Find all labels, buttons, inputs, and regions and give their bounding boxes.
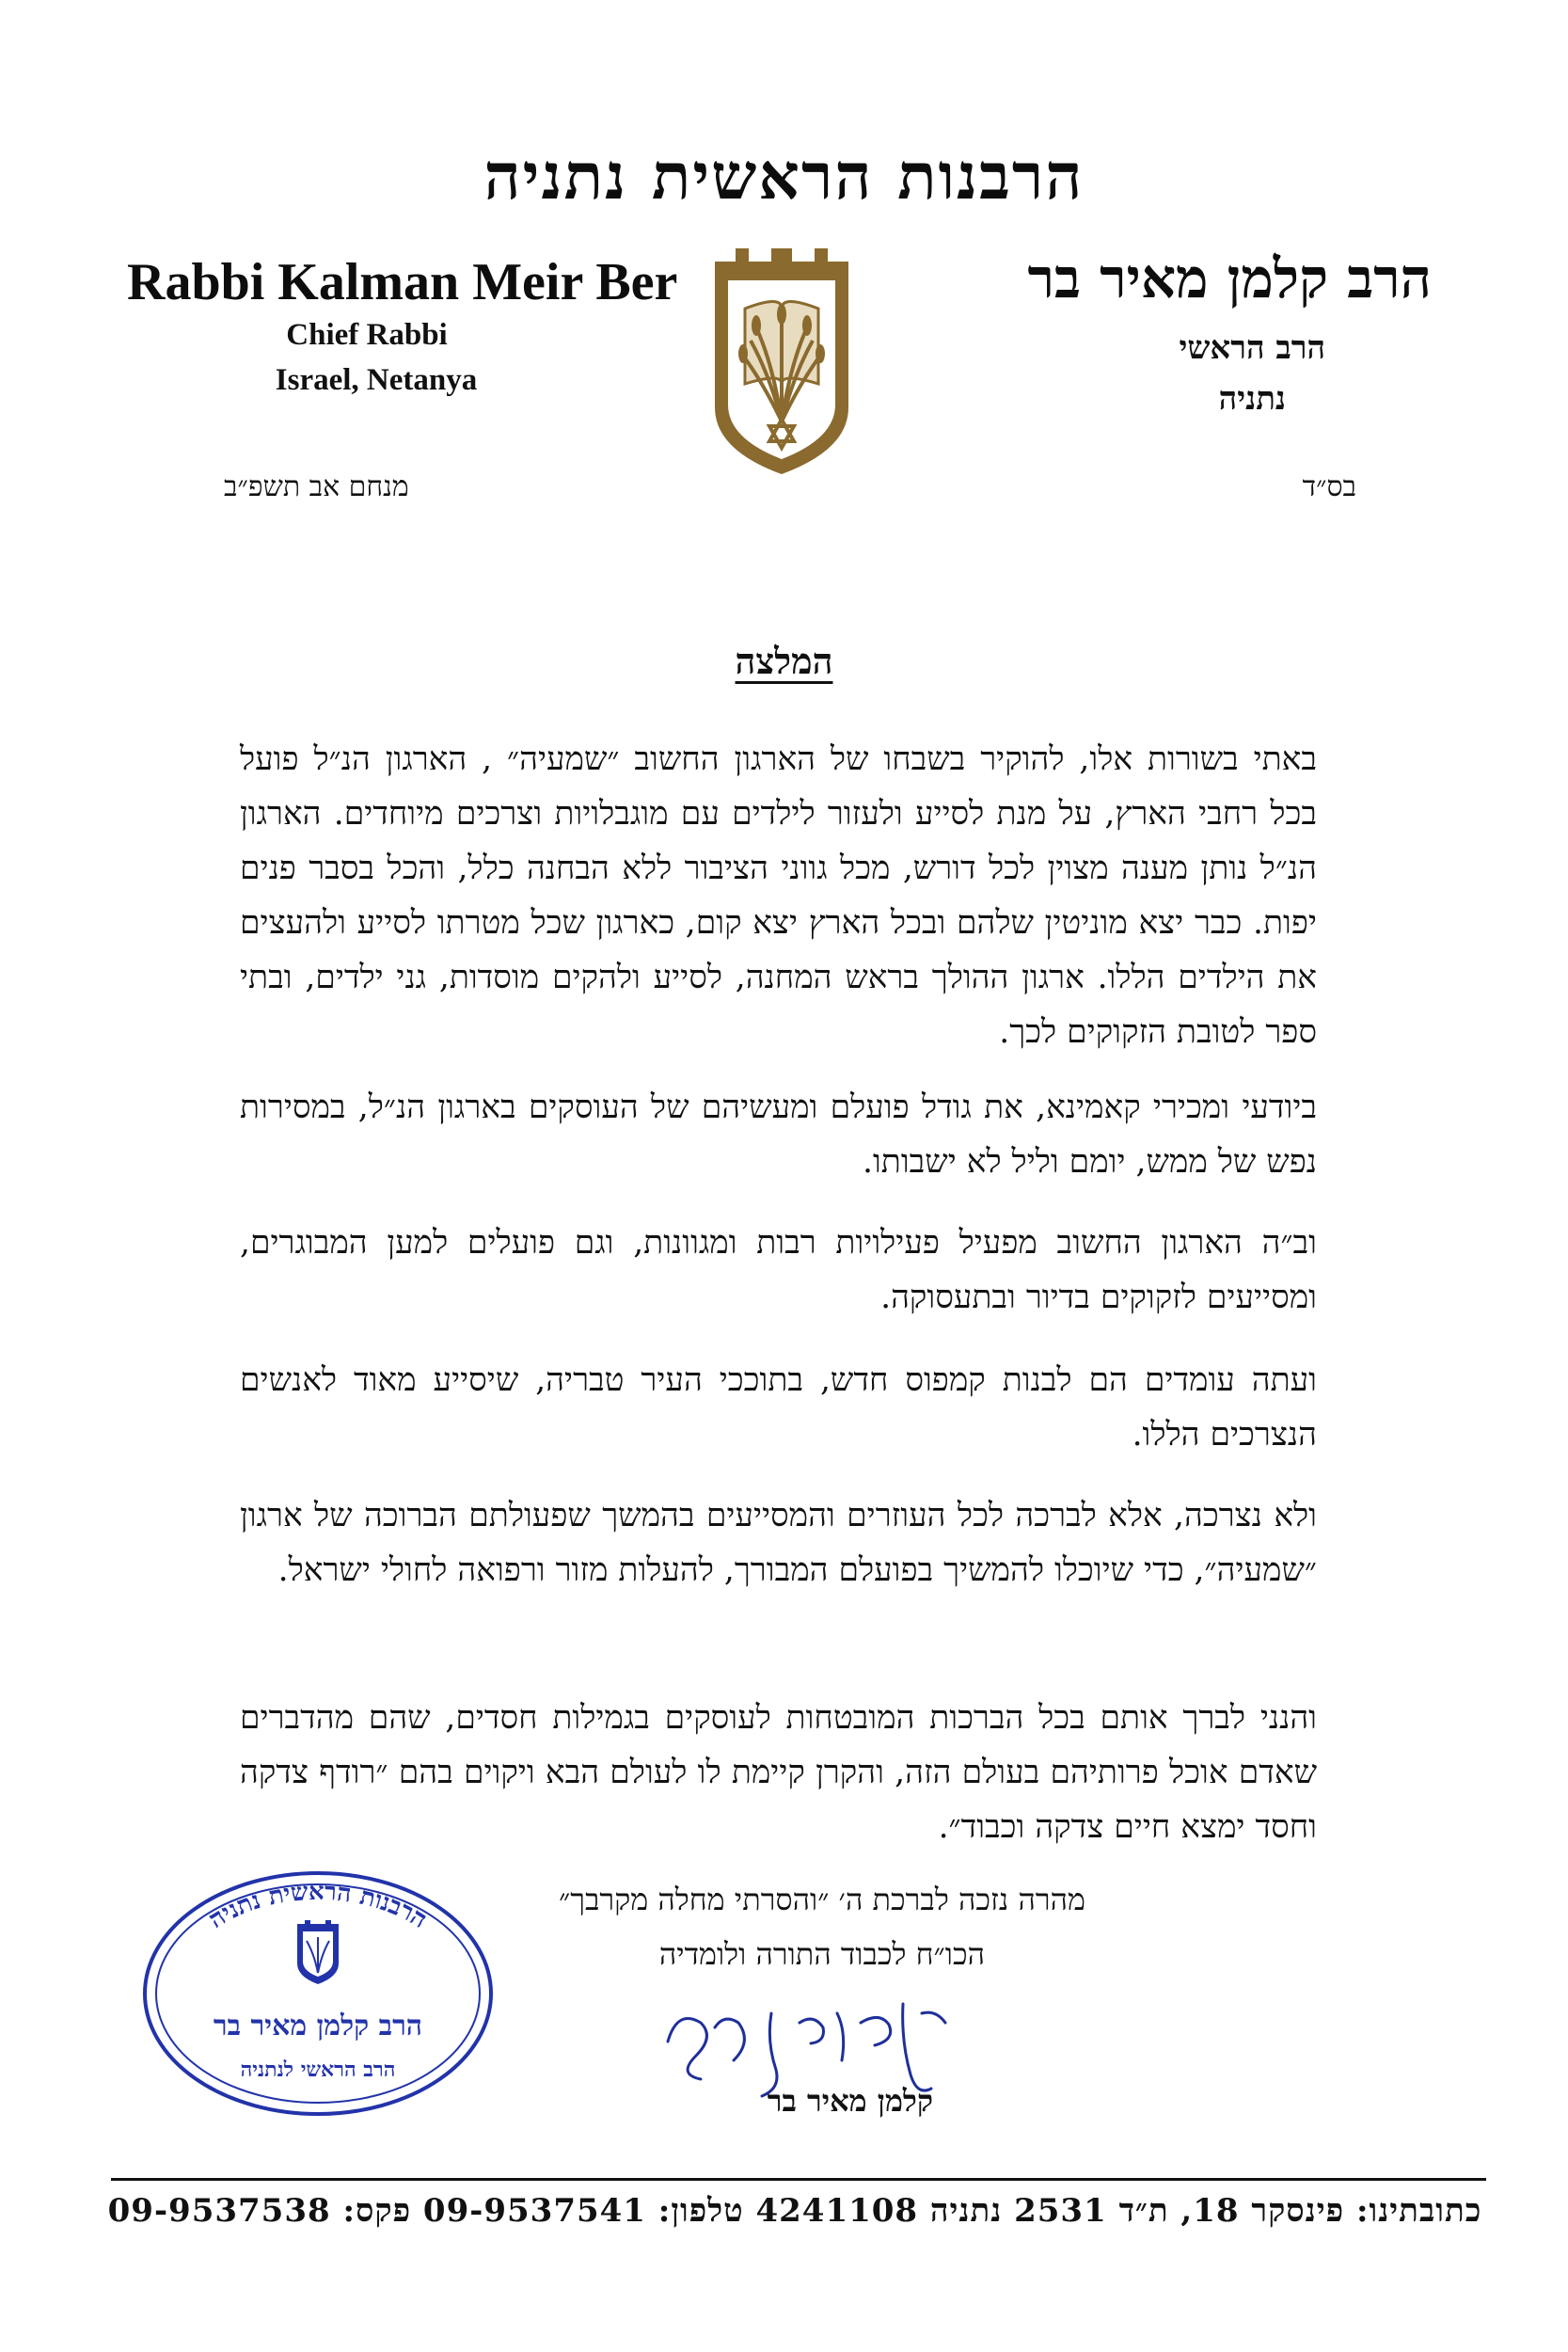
letter-paragraph: ביודעי ומכירי קאמינא, את גודל פועלם ומעשיהם של העוסקים בארגון הנ״ל, במסירות נפש של ממש, יומם וליל לא ישבותו. [240, 1089, 1317, 1181]
letter-paragraph: ולא נצרכה, אלא לברכה לכל העוזרים והמסייעים בהמשך שפעולתם הברוכה של ארגון ״שמעיה״, כדי שיוכלו להמשיך בפועלם המבורך, להעלות מזור ורפואה לחולי ישראל. [240, 1497, 1317, 1589]
svg-text:הרבנות הראשית נתניה: הרבנות הראשית נתניה [203, 1877, 433, 1934]
letter-paragraph: ועתה עומדים הם לבנות קמפוס חדש, בתוככי העיר טבריה, שיסייע מאוד לאנשים הנצרכים הללו. [240, 1361, 1317, 1454]
signer-name: קלמן מאיר בר [767, 2083, 933, 2119]
bsd-mark: בס״ד [1302, 470, 1356, 503]
hebrew-rabbi-place: נתניה [1218, 380, 1286, 418]
letter-paragraph: באתי בשורות אלו, להוקיר בשבחו של הארגון החשוב ״שמעיה״ , הארגון הנ״ל פועל בכל רחבי הארץ, על מנת לסייע ולעזור לילדים עם מוגבלויות וצרכים מיוחדים. הארגון הנ״ל נותן מענה מצוין לכל דורש, מכל גווני הציבור ללא הבחנה כלל, והכל בסבר פנים יפות. כבר יצא מוניטין שלהם ובכל הארץ יצא קום, כארגון שכל מטרתו לסייע ולהעצים את הילדים הללו. ארגון ההולך בראש המחנה, לסייע ולהקים מוסדות, גני ילדים, ובתי ספר לטובת הזקוקים לכך. [240, 740, 1317, 1051]
english-rabbi-role: Chief Rabbi [286, 318, 448, 352]
rabbinate-stamp [139, 1867, 497, 2120]
letter-paragraph: וב״ה הארגון החשוב מפעיל פעילויות רבות ומגוונות, וגם פועלים למען המבוגרים, ומסייעים לזקוקים בדיור ובתעסוקה. [240, 1224, 1317, 1316]
letter-paragraph: והנני לברך אותם בכל הברכות המובטחות לעוסקים בגמילות חסדים, שהם מהדברים שאדם אוכל פרותיהם בעולם הזה, והקרן קיימת לו לעולם הבא ויקוים בהם ״רודף צדקה וחסד ימצא חיים צדקה וכבוד״. [240, 1699, 1317, 1846]
svg-text:הרב קלמן מאיר בר: הרב קלמן מאיר בר [213, 2010, 423, 2042]
closing-blessing: מהרה נזכה לברכת ה׳ ״והסרתי מחלה מקרבך״ [559, 1882, 1085, 1917]
hebrew-rabbi-role: הרב הראשי [1179, 329, 1325, 367]
hebrew-rabbi-name: הרב קלמן מאיר בר [1027, 246, 1432, 310]
hebrew-date: מנחם אב תשפ״ב [224, 470, 409, 503]
netanya-emblem-icon [707, 243, 856, 478]
letterhead-title: הרבנות הראשית נתניה [483, 139, 1085, 215]
closing-signoff: הכו״ח לכבוד התורה ולומדיה [658, 1936, 985, 1972]
footer-divider [111, 2178, 1486, 2181]
footer-contact: כתובתינו: פינסקר 18, ת״ד 2531 נתניה 4241108 טלפון: 09-9537541 פקס: 09-9537538 [107, 2192, 1482, 2230]
english-rabbi-place: Israel, Netanya [275, 363, 478, 397]
english-rabbi-name: Rabbi Kalman Meir Ber [127, 253, 678, 311]
letter-title: המלצה [735, 640, 833, 682]
svg-text:הרב הראשי לנתניה: הרב הראשי לנתניה [240, 2058, 396, 2082]
